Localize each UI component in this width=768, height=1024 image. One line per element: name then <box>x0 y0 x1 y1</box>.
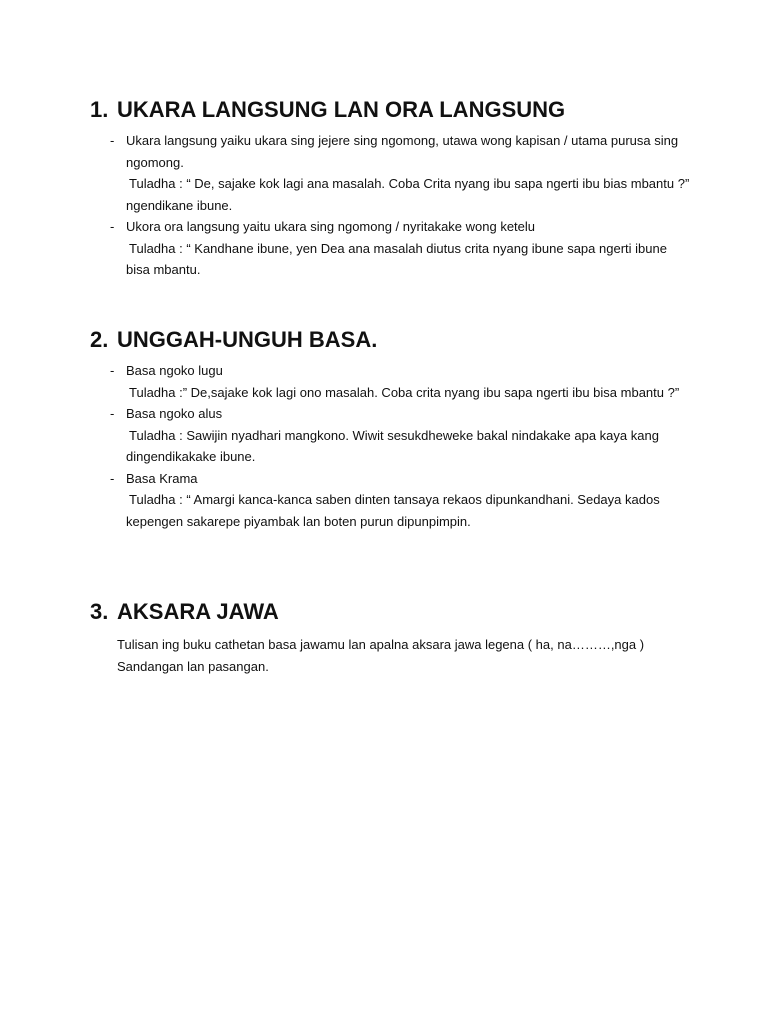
item-label: Ukara langsung yaiku ukara sing jejere sing ngomong, utawa wong kapisan / utama purusa sing ngomong. <box>126 133 679 170</box>
section-title: UKARA LANGSUNG LAN ORA LANGSUNG <box>117 97 566 122</box>
section-number: 2. <box>90 327 109 352</box>
section-heading <box>90 598 690 626</box>
item-label: Basa ngoko alus <box>126 406 223 421</box>
section-unggah-unguh <box>90 326 690 532</box>
item-example: Tuladha : Sawijin nyadhari mangkono. Wiwit sesukdheweke bakal nindakake apa kaya kang dingendikakake ibune. <box>126 427 659 464</box>
bullet-dash: - <box>110 133 115 148</box>
item-example: Tuladha : “ De, sajake kok lagi ana masalah. Coba Crita nyang ibu sapa ngerti ibu bias mbantu ?” ngendikane ibune. <box>126 176 690 213</box>
section-aksara-jawa <box>90 598 690 678</box>
bullet-list <box>90 360 690 532</box>
bullet-dash: - <box>110 219 115 234</box>
section-paragraph: Tulisan ing buku cathetan basa jawamu lan apalna aksara jawa legena ( ha, na………,nga ) Sandangan lan pasangan. <box>117 637 645 674</box>
section-number: 1. <box>90 97 109 122</box>
item-example: Tuladha : “ Kandhane ibune, yen Dea ana masalah diutus crita nyang ibune sapa ngerti ibune bisa mbantu. <box>126 240 667 277</box>
bullet-dash: - <box>110 406 115 421</box>
bullet-dash: - <box>110 363 115 378</box>
item-example: Tuladha :” De,sajake kok lagi ono masalah. Coba crita nyang ibu sapa ngerti ibu bisa mbantu ?” <box>129 384 680 400</box>
item-label: Basa ngoko lugu <box>126 363 223 378</box>
list-item <box>90 130 690 216</box>
list-item <box>90 468 690 533</box>
section-heading <box>90 326 690 354</box>
list-item <box>90 216 690 281</box>
bullet-dash: - <box>110 470 115 486</box>
item-label: Basa Krama <box>126 470 198 486</box>
item-example: Tuladha : “ Amargi kanca-kanca saben dinten tansaya rekaos dipunkandhani. Sedaya kados kepengen sakarepe piyambak lan boten purun dipunpimpin. <box>126 492 660 529</box>
section-number: 3. <box>90 599 109 624</box>
item-label: Ukora ora langsung yaitu ukara sing ngomong / nyritakake wong ketelu <box>126 219 536 234</box>
section-title: AKSARA JAWA <box>117 599 279 624</box>
list-item <box>90 360 690 403</box>
section-title: UNGGAH-UNGUH BASA. <box>117 327 378 352</box>
list-item <box>90 403 690 468</box>
bullet-list <box>90 130 690 281</box>
section-heading <box>90 96 690 124</box>
section-ukara-langsung <box>90 96 690 281</box>
